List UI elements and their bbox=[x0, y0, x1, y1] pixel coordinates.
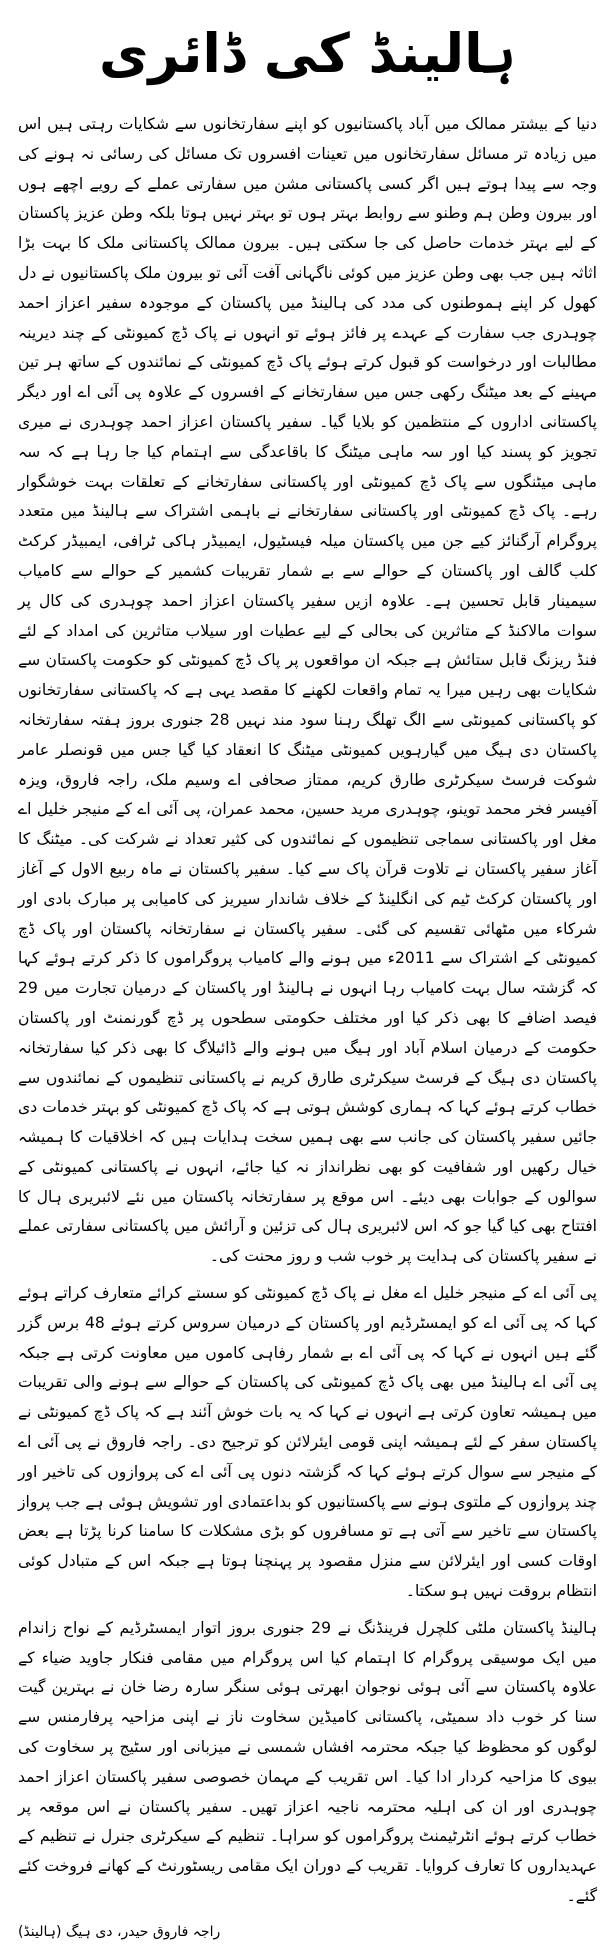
article-paragraph-2: پی آئی اے کے منیجر خلیل اے مغل نے پاک ڈچ کمیونٹی کو سستے کرائے متعارف کراتے ہوئے کہا کہ پی آئی اے کو ایمسٹرڈیم اور پاکستان کے درمیان سروس کرتے ہوئے 48 برس گزر گئے ہیں انہوں نے کہا کہ پی آئی اے بے شمار رفاہی کاموں میں معاونت کرتی ہے جبکہ پی آئی اے ہالینڈ میں بھی پاک ڈچ کمیونٹی کی پاکستان کے حوالے سے ہونے والی تقریبات میں ہمیشہ تعاون کرتی ہے انہوں نے کہا کہ یہ بات خوش آئند ہے کہ پاک ڈچ کمیونٹی نے پاکستان سفر کے لئے ہمیشہ اپنی قومی ایئرلائن کو ترجیح دی۔ راجہ فاروق نے پی آئی اے کے منیجر سے سوال کرتے ہوئے کہا کہ گزشتہ دنوں پی آئی اے کی پروازوں کی تاخیر اور چند پروازوں کے ملتوی ہونے سے پاکستانیوں کو بداعتمادی اور تشویش ہوئی ہے جب پرواز پاکستان سے تاخیر سے آتی ہے تو مسافروں کو بڑی مشکلات کا سامنا کرنا پڑتا ہے بعض اوقات کسی اور ایئرلائن سے منزل مقصود پر پہنچنا ہوتا ہے جبکہ اس کے متبادل کوئی انتظام بروقت نہیں ہو سکتا۔ bbox=[18, 1284, 597, 1601]
article-paragraph-3: ہالینڈ پاکستان ملٹی کلچرل فرینڈنگ نے 29 جنوری بروز اتوار ایمسٹرڈیم کے نواح زاندام میں ایک موسیقی پروگرام کا اہتمام کیا اس پروگرام میں مقامی فنکار جاوید ضیاء کے علاوہ پاکستان سے آئی ہوئی نوجوان ابھرتی ہوئی سنگر سارہ رضا خان نے بہترین گیت سنا کر خوب داد سمیٹی، پاکستانی کامیڈین سخاوت ناز نے اپنی مزاحیہ پرفارمنس سے لوگوں کو محظوظ کیا جبکہ محترمہ افشاں شمسی نے میزبانی اور سٹیج پر سخاوت کی بیوی کا مزاحیہ کردار ادا کیا۔ اس تقریب کے مہمان خصوصی سفیر پاکستان اعزاز احمد چوہدری اور ان کی اہلیہ محترمہ ناجیہ اعزاز تھیں۔ سفیر پاکستان نے اس موقعہ پر خطاب کرتے ہوئے انٹرٹیمنٹ پروگراموں کو سراہا۔ تنظیم کے سیکرٹری جنرل نے تنظیم کے عہدیداروں کا تعارف کروایا۔ تقریب کے دوران ایک مقامی ریسٹورنٹ کے کھانے فروخت کئے گئے۔ bbox=[18, 1618, 597, 1906]
page-title: ہالینڈ کی ڈائری bbox=[98, 22, 517, 85]
author-byline: راجہ فاروق حیدر، دی ہیگ (ہالینڈ) bbox=[18, 1923, 221, 1940]
article-body bbox=[18, 110, 597, 1912]
article-paragraph-1: دنیا کے بیشتر ممالک میں آباد پاکستانیوں کو اپنے سفارتخانوں سے شکایات رہتی ہیں اس میں زیادہ تر مسائل سفارتخانوں میں تعینات افسروں تک مسائل کی رسائی نہ ہونے کی وجہ سے پیدا ہوتے ہیں اگر کسی پاکستانی مشن میں سفارتی عملے کے رویے اچھے ہوں اور بیرون وطن ہم وطنو سے روابط بہتر ہوں تو بہتر نہیں ہوتا بلکہ وطن عزیز پاکستان کے لیے بہتر خدمات حاصل کی جا سکتی ہیں۔ بیرون ممالک پاکستانی ملک کا بہت بڑا اثاثہ ہیں جب بھی وطن عزیز میں کوئی ناگہانی آفت آئی تو بیرون ملک پاکستانیوں نے دل کھول کر اپنے ہموطنوں کی مدد کی ہالینڈ میں پاکستان کے موجودہ سفیر اعزاز احمد چوہدری جب سفارت کے عہدے پر فائز ہوئے تو انہوں نے پاک ڈچ کمیونٹی کے چند دیرینہ مطالبات اور درخواست کو قبول کرتے ہوئے پاک ڈچ کمیونٹی کے نمائندوں کے ساتھ ہر تین مہینے کے بعد میٹنگ رکھی جس میں سفارتخانے کے افسروں کے علاوہ پی آئی اے اور دیگر پاکستانی اداروں کے منتظمین کو بلایا گیا۔ سفیر پاکستان اعزاز احمد چوہدری نے میری تجویز کو پسند کیا اور سہ ماہی میٹنگ کا باقاعدگی سے اہتمام کیا جا رہا ہے کہ سہ ماہی میٹنگوں سے پاک ڈچ کمیونٹی اور پاکستانی سفارتخانے کے تعلقات بہت خوشگوار رہے۔ پاک ڈچ کمیونٹی اور پاکستانی سفارتخانے نے باہمی اشتراک سے ہالینڈ میں متعدد پروگرام آرگنائز کیے جن میں پاکستان میلہ فیسٹیول، ایمبیڈر ہاکی ٹرافی، ایمبیڈر کرکٹ کلب گالف اور پاکستان کے حوالے سے بے شمار تقریبات کشمیر کے حوالے سے کامیاب سیمینار قابل تحسین ہے۔ علاوہ ازیں سفیر پاکستان اعزاز احمد چوہدری کی کال پر سوات مالاکنڈ کے متاثرین کی بحالی کے لیے عطیات اور سیلاب متاثرین کی امداد کے لئے فنڈ ریزنگ قابل ستائش ہے جبکہ ان مواقعوں پر پاک ڈچ کمیونٹی کو حکومت پاکستان سے شکایات بھی رہیں میرا یہ تمام واقعات لکھنے کا مقصد یہی ہے کہ پاکستانی سفارتخانوں کو پاکستانی کمیونٹی سے الگ تھلگ رہنا سود مند نہیں 28 جنوری بروز ہفتہ سفارتخانہ پاکستان دی ہیگ میں گیارہویں کمیونٹی میٹنگ کا انعقاد کیا گیا جس میں قونصلر عامر شوکت فرسٹ سیکرٹری طارق کریم، ممتاز صحافی اے وسیم ملک، راجہ فاروق، ویزہ آفیسر فخر محمد توینو، چوہدری مرید حسین، محمد عمران، پی آئی اے کے منیجر خلیل اے مغل اور پاکستانی سماجی تنظیموں کے نمائندوں کی کثیر تعداد نے شرکت کی۔ میٹنگ کا آغاز سفیر پاکستان نے تلاوت قرآن پاک سے کیا۔ سفیر پاکستان نے ماہ ربیع الاول کے آغاز اور پاکستان کرکٹ ٹیم کی انگلینڈ کے خلاف شاندار سیریز کی کامیابی پر مبارک بادی اور شرکاء میں مٹھائی تقسیم کی گئی۔ سفیر پاکستان نے سفارتخانہ پاکستان اور پاک ڈچ کمیونٹی کے اشتراک سے 2011ء میں ہونے والے کامیاب پروگراموں کا ذکر کرتے ہوئے کہا کہ گزشتہ سال بہت کامیاب رہا انہوں نے ہالینڈ اور پاکستان کے درمیان تجارت میں 29 فیصد اضافے کا بھی ذکر کیا اور مختلف حکومتی سطحوں پر ڈچ گورنمنٹ اور پاکستان حکومت کے درمیان اسلام آباد اور ہیگ میں ہونے والے ڈائیلاگ کا بھی ذکر کیا سفارتخانہ پاکستان دی ہیگ کے فرسٹ سیکرٹری طارق کریم نے پاکستانی تنظیموں کے نمائندوں سے خطاب کرتے ہوئے کہا کہ ہماری کوشش ہوتی ہے کہ پاک ڈچ کمیونٹی کو بہتر خدمات دی جائیں سفیر پاکستان کی جانب سے بھی ہمیں سخت ہدایات ہیں کہ اخلاقیات کا ہمیشہ خیال رکھیں اور شفافیت کو بھی نظرانداز نہ کیا جائے، انہوں نے پاکستانی کمیونٹی کے سوالوں کے جوابات بھی دیئے۔ اس موقع پر سفارتخانہ پاکستان میں نئے لائبریری ہال کا افتتاح بھی کیا گیا جو کہ اس لائبریری ہال کی تزئین و آرائش میں پاکستانی سفارتی عملے نے سفیر پاکستان کی ہدایت پر خوب شب و روز محنت کی۔ bbox=[18, 115, 597, 1266]
